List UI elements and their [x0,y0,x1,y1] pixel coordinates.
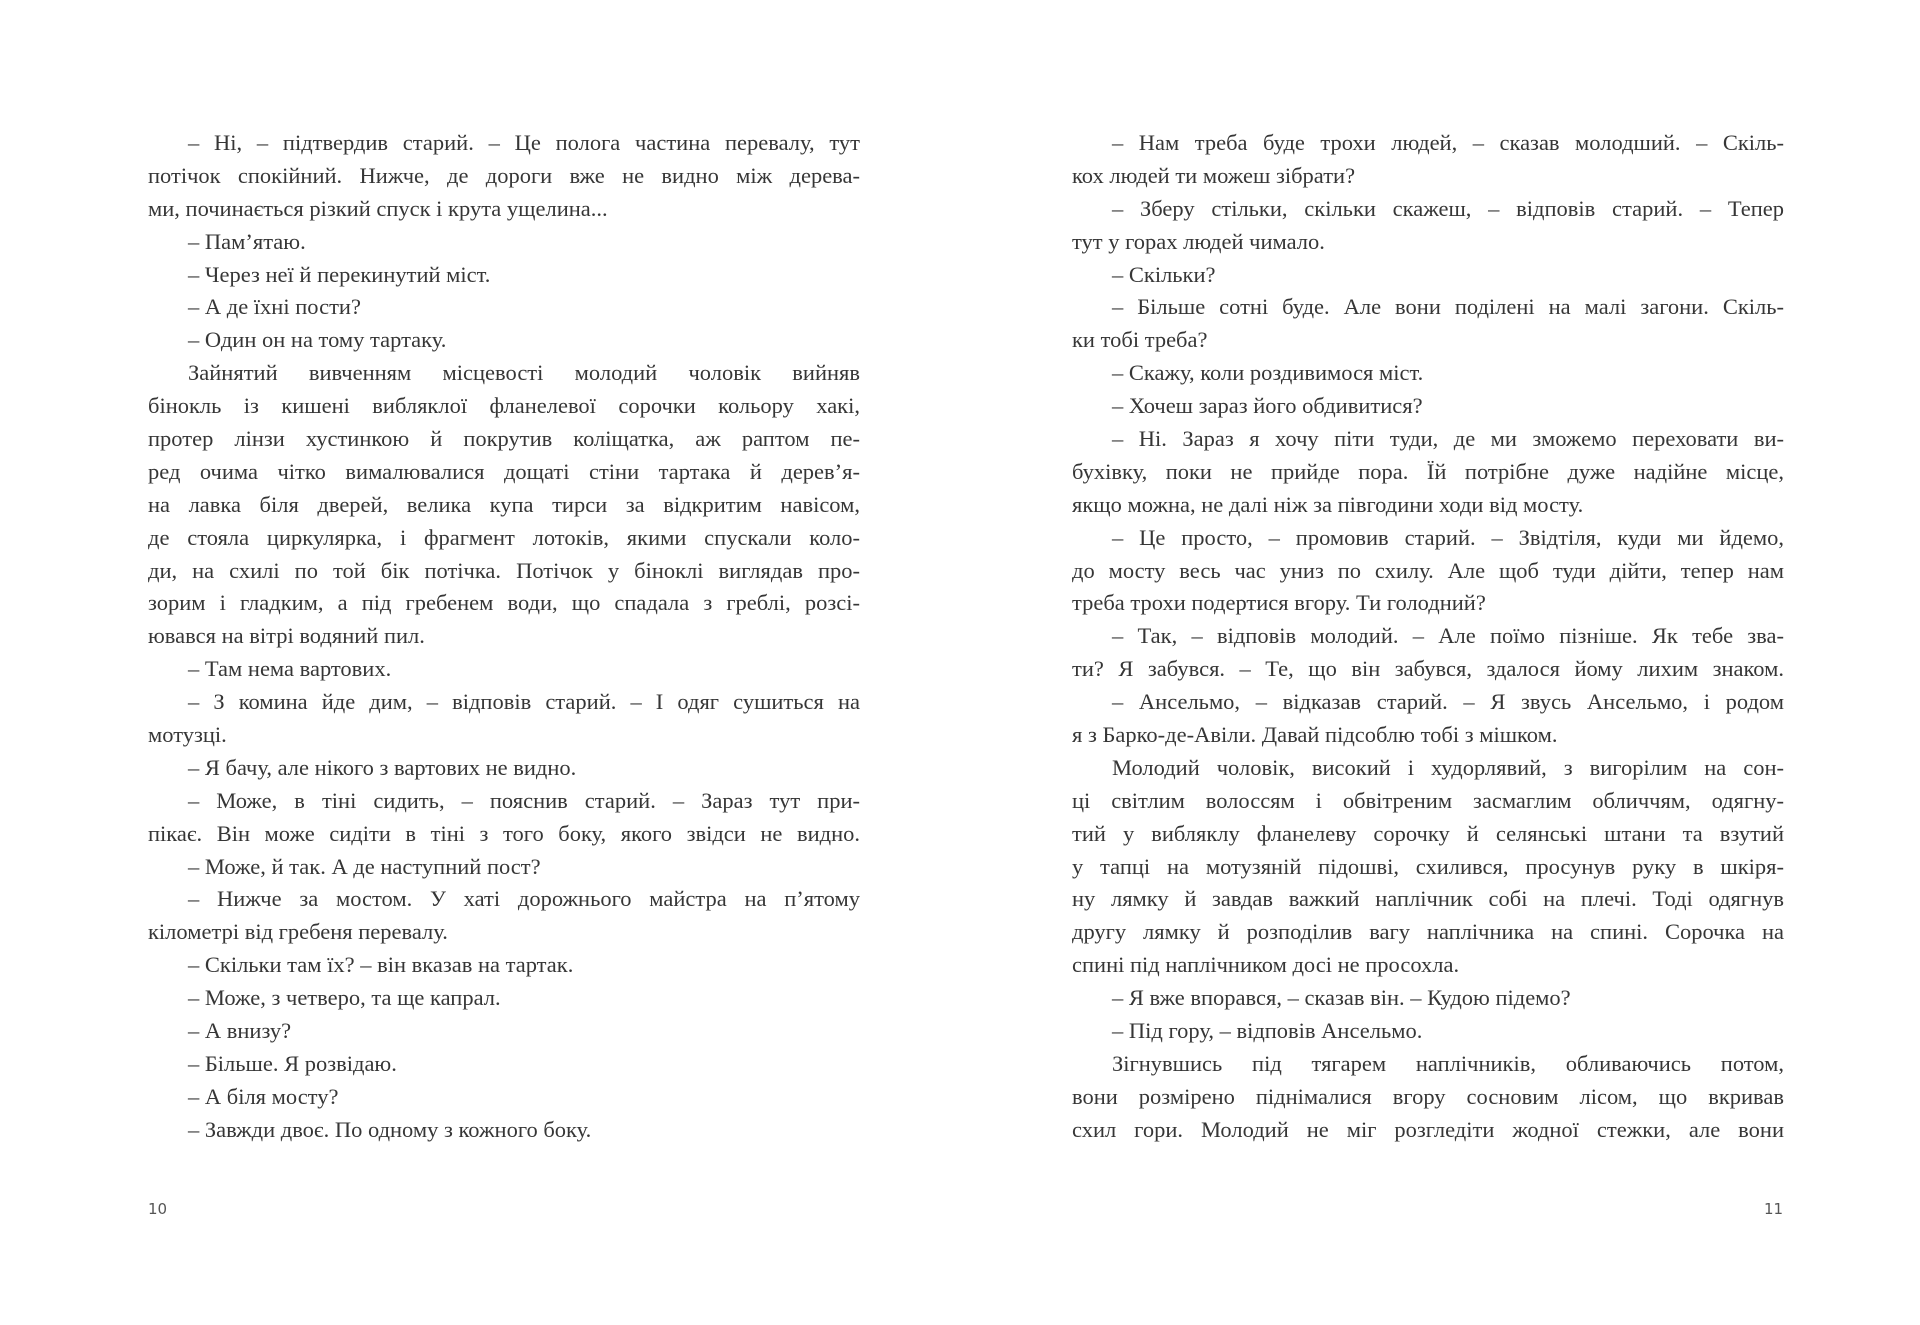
text-line: другу лямку й розподілив вагу наплічника на спині. Сорочка на [1072,919,1784,945]
text-line: – Ні. Зараз я хочу піти туди, де ми зможемо переховати ви- [1112,426,1784,452]
text-line: – А внизу? [188,1018,292,1044]
text-line: ну лямку й завдав важкий наплічник собі на плечі. Тоді одягнув [1072,886,1784,912]
text-line: – Скажу, коли роздивимося міст. [1112,360,1424,386]
text-line: – Скільки там їх? – він вказав на тартак. [188,952,574,978]
text-line: ти? Я забувся. – Те, що він забувся, здалося йому лихим знаком. [1072,656,1784,682]
text-line: – Нижче за мостом. У хаті дорожнього майстра на п’ятому [188,886,860,912]
text-line: ці світлим волоссям і обвітреним засмаглим обличчям, одягну- [1072,787,1784,813]
text-line: де стояла циркулярка, і фрагмент лотоків, якими спускали коло- [148,524,860,550]
text-line: – Я вже впорався, – сказав він. – Кудою підемо? [1112,985,1571,1011]
text-line: – Може, й так. А де наступний пост? [188,853,541,879]
text-line: – Більше. Я розвідаю. [188,1050,397,1076]
text-line: – З комина йде дим, – відповів старий. – І одяг сушиться на [188,689,860,715]
text-line: – Може, в тіні сидить, – пояснив старий. – Зараз тут при- [188,787,860,813]
text-line: бінокль із кишені вибляклої фланелевої сорочки кольору хакі, [148,393,860,419]
text-line: – Так, – відповів молодий. – Але поїмо пізніше. Як тебе зва- [1112,623,1784,649]
text-line: кілометрі від гребеня перевалу. [148,919,448,945]
text-line: зорим і гладким, а під гребенем води, що спадала з греблі, розсі- [148,590,860,616]
text-line: Зайнятий вивченням місцевості молодий чоловік вийняв [188,360,860,386]
text-line: ми, починається різкий спуск і крута ущелина... [148,195,608,221]
text-line: спині під наплічником досі не просохла. [1072,952,1460,978]
text-line: – А біля мосту? [188,1083,339,1109]
text-line: мотузці. [148,722,227,748]
text-line: Зігнувшись під тягарем наплічників, обливаючись потом, [1112,1050,1784,1076]
text-line: – Більше сотні буде. Але вони поділені на малі загони. Скіль- [1112,294,1784,320]
text-line: схил гори. Молодий не міг розгледіти жодної стежки, але вони [1072,1116,1784,1142]
text-line: на лавка біля дверей, велика купа тирси за відкритим навісом, [148,491,860,517]
text-line: – Хочеш зараз його обдивитися? [1112,393,1423,419]
text-line: – Може, з четверо, та ще капрал. [188,985,501,1011]
text-line: – Під гору, – відповів Ансельмо. [1112,1018,1423,1044]
text-line: – Один он на тому тартаку. [188,327,447,353]
text-line: у тапці на мотузяній підошві, схилився, просунув руку в шкіря- [1072,853,1784,879]
text-line: я з Барко-де-Авіли. Давай підсоблю тобі з мішком. [1072,722,1558,748]
text-line: – Завжди двоє. По одному з кожного боку. [188,1116,592,1142]
right-page-text [1072,127,1784,1147]
text-line: протер лінзи хустинкою й покрутив коліщатка, аж раптом пе- [148,426,860,452]
text-line: бухівку, поки не прийде пора. Їй потрібне дуже надійне місце, [1072,458,1784,484]
text-line: – Зберу стільки, скільки скажеш, – відповів старий. – Тепер [1112,195,1784,221]
text-line: кох людей ти можеш зібрати? [1072,162,1356,188]
text-line: ки тобі треба? [1072,327,1208,353]
text-line: тий у вибляклу фланелеву сорочку й селянські штани та взутий [1072,820,1784,846]
text-line: ред очима чітко вималювалися дощаті стіни тартака й дерев’я- [148,458,860,484]
text-line: – Це просто, – промовив старий. – Звідтіля, куди ми йдемо, [1112,524,1784,550]
text-line: пікає. Він може сидіти в тіні з того боку, якого звідси не видно. [148,820,860,846]
text-line: якщо можна, не далі ніж за півгодини ходи від мосту. [1072,491,1584,517]
page-number-right: 11 [1764,1200,1784,1218]
text-line: потічок спокійний. Нижче, де дороги вже не видно між дерева- [148,162,860,188]
text-line: – Пам’ятаю. [188,228,306,254]
text-line: – Я бачу, але нікого з вартових не видно. [188,754,577,780]
text-line: вони розмірено піднімалися вгору сосновим лісом, що вкривав [1072,1083,1784,1109]
text-line: – Через неї й перекинутий міст. [188,261,491,287]
text-line: ди, на схилі по той бік потічка. Потічок у біноклі виглядав про- [148,557,860,583]
text-line: Молодий чоловік, високий і худорлявий, з вигорілим на сон- [1112,754,1784,780]
text-line: тут у горах людей чимало. [1072,228,1325,254]
text-line: – Скільки? [1112,261,1216,287]
text-line: треба трохи подертися вгору. Ти голодний? [1072,590,1486,616]
text-line: – А де їхні пости? [188,294,361,320]
text-line: – Нам треба буде трохи людей, – сказав молодший. – Скіль- [1112,130,1784,155]
text-line: до мосту весь час униз по схилу. Але щоб туди дійти, тепер нам [1072,557,1784,583]
text-line: – Ансельмо, – відказав старий. – Я звусь Ансельмо, і родом [1112,689,1784,715]
text-line: – Ні, – підтвердив старий. – Це полога частина перевалу, тут [188,130,860,155]
text-line: ювався на вітрі водяний пил. [148,623,425,649]
left-page-text [148,127,860,1147]
text-line: – Там нема вартових. [188,656,392,682]
page-number-left: 10 [148,1200,168,1218]
